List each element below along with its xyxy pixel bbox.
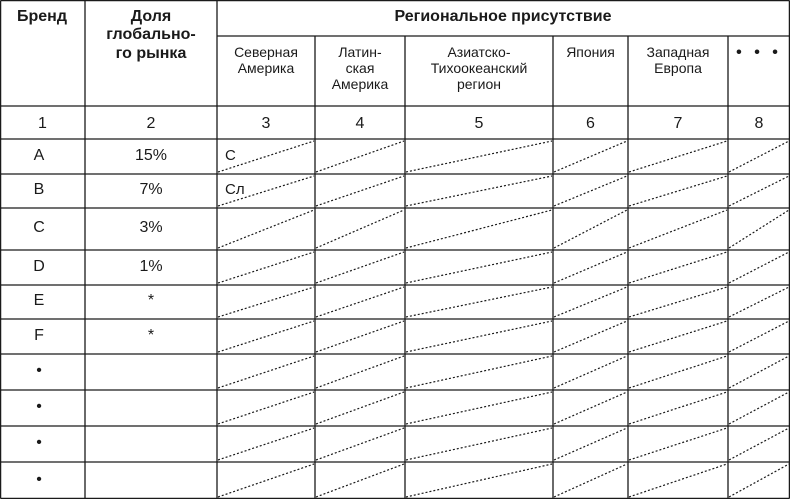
diagonal-blank-marker — [629, 464, 727, 497]
region-header-line: Латин- — [338, 44, 382, 60]
diagonal-blank-marker — [554, 287, 627, 317]
diagonal-blank-marker — [316, 252, 404, 283]
diagonal-blank-marker — [218, 287, 314, 317]
diagonal-blank-marker — [316, 176, 404, 206]
diagonal-blank-marker — [218, 428, 314, 460]
brand-cell: • — [36, 362, 42, 379]
region-header-4 — [556, 44, 625, 60]
share-column-header-line3: го рынка — [115, 44, 187, 62]
brand-cell: • — [36, 398, 42, 415]
diagonal-blank-marker — [629, 428, 727, 460]
diagonal-blank-marker — [554, 392, 627, 424]
share-column-header-line1: Доля — [130, 8, 172, 25]
diagonal-blank-marker — [316, 141, 404, 172]
market-share-cell: * — [147, 292, 155, 309]
column-number: 4 — [355, 115, 365, 132]
diagonal-blank-marker — [406, 464, 552, 497]
column-number: 1 — [38, 115, 47, 132]
north-america-presence-cell: Сл — [225, 181, 245, 198]
brand-cell: C — [33, 219, 45, 236]
brand-cell: E — [33, 292, 45, 309]
region-header-line: Северная — [234, 44, 298, 60]
diagonal-blank-marker — [729, 141, 789, 172]
diagonal-blank-marker — [406, 392, 552, 424]
diagonal-blank-marker — [406, 356, 552, 388]
column-number: 5 — [474, 115, 484, 132]
diagonal-blank-marker — [629, 176, 727, 206]
region-header-2 — [318, 44, 402, 92]
column-number: 6 — [586, 115, 595, 132]
share-column-header — [86, 8, 216, 63]
regional-presence-header: Региональное присутствие — [394, 8, 612, 25]
diagonal-blank-marker — [729, 252, 789, 283]
diagonal-blank-marker — [316, 428, 404, 460]
diagonal-blank-marker — [729, 287, 789, 317]
market-share-cell: * — [147, 326, 155, 344]
market-share-cell: 3% — [139, 219, 163, 236]
diagonal-blank-marker — [554, 321, 627, 352]
column-number: 3 — [261, 115, 271, 132]
region-header-3 — [408, 44, 550, 92]
diagonal-blank-marker — [316, 356, 404, 388]
diagonal-blank-marker — [554, 428, 627, 460]
brand-cell: F — [34, 326, 44, 344]
region-header-5 — [631, 44, 725, 76]
diagonal-blank-marker — [406, 321, 552, 352]
diagonal-blank-marker — [218, 210, 314, 248]
brand-cell: D — [33, 257, 45, 275]
diagonal-blank-marker — [218, 321, 314, 352]
diagonal-blank-marker — [406, 428, 552, 460]
diagonal-blank-marker — [406, 210, 552, 248]
diagonal-blank-marker — [554, 252, 627, 283]
diagonal-blank-marker — [218, 252, 314, 283]
diagonal-blank-marker — [729, 464, 789, 497]
diagonal-blank-marker — [554, 464, 627, 497]
diagonal-blank-marker — [554, 141, 627, 172]
diagonal-blank-marker — [629, 321, 727, 352]
region-header-line: Тихоокеанский — [430, 60, 528, 77]
diagonal-blank-marker — [316, 392, 404, 424]
diagonal-blank-marker — [629, 392, 727, 424]
diagonal-blank-marker — [729, 392, 789, 424]
diagonal-blank-marker — [316, 210, 404, 248]
diagonal-blank-marker — [629, 287, 727, 317]
region-header-line: Япония — [566, 44, 615, 60]
brand-cell: • — [36, 434, 42, 451]
column-number: 2 — [146, 115, 156, 132]
north-america-presence-cell: С — [225, 146, 236, 164]
region-header-line: Европа — [654, 60, 702, 77]
diagonal-blank-marker — [218, 356, 314, 388]
diagonal-blank-marker — [406, 287, 552, 317]
diagonal-blank-marker — [316, 287, 404, 317]
market-share-cell: 15% — [134, 146, 168, 164]
region-header-line: Америка — [237, 60, 295, 77]
diagonal-blank-marker — [729, 356, 789, 388]
region-header-line: регион — [456, 76, 502, 93]
region-header-line: Западная — [646, 44, 710, 60]
market-share-cell: 1% — [139, 257, 163, 275]
diagonal-blank-marker — [629, 356, 727, 388]
diagonal-blank-marker — [316, 321, 404, 352]
diagonal-blank-marker — [629, 252, 727, 283]
diagonal-blank-marker — [554, 210, 627, 248]
brand-cell: • — [36, 470, 42, 488]
brand-cell: A — [33, 146, 45, 164]
diagonal-blank-marker — [629, 210, 727, 248]
diagonal-blank-marker — [729, 428, 789, 460]
region-header-1 — [220, 44, 312, 76]
market-share-cell: 7% — [139, 181, 163, 198]
diagonal-blank-marker — [406, 141, 552, 172]
brand-cell: B — [33, 181, 45, 198]
region-header-line: Америка — [331, 76, 389, 93]
diagonal-blank-marker — [554, 356, 627, 388]
diagonal-blank-marker — [218, 392, 314, 424]
diagonal-blank-marker — [729, 321, 789, 352]
brand-column-header: Бренд — [17, 8, 67, 25]
region-header-6: • • • — [736, 44, 782, 61]
share-column-header-line2: глобально- — [106, 26, 196, 44]
diagonal-blank-marker — [406, 252, 552, 283]
diagonal-blank-marker — [554, 176, 627, 206]
column-number: 7 — [673, 115, 683, 132]
region-header-line: ская — [345, 60, 375, 77]
column-number: 8 — [754, 115, 764, 132]
diagonal-blank-marker — [629, 141, 727, 172]
diagonal-blank-marker — [218, 464, 314, 497]
diagonal-blank-marker — [406, 176, 552, 206]
diagonal-blank-marker — [316, 464, 404, 497]
diagonal-blank-marker — [729, 176, 789, 206]
region-header-line: Азиатско- — [447, 44, 511, 60]
diagonal-blank-marker — [729, 210, 789, 248]
